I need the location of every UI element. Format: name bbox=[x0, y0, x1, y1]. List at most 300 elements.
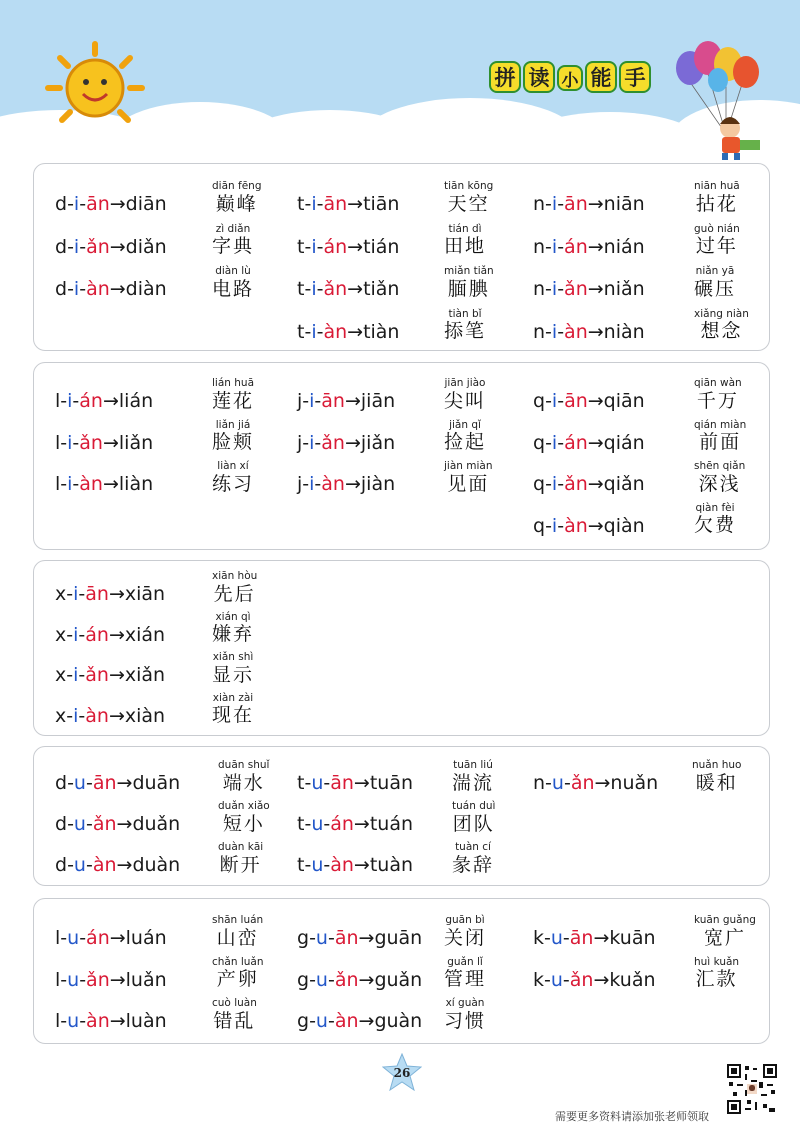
initial-consonant: q bbox=[533, 431, 546, 454]
example-word bbox=[212, 266, 254, 299]
final-vowel: ǎn bbox=[569, 968, 594, 991]
spelling-formula bbox=[297, 195, 399, 214]
example-hanzi: 巅峰 bbox=[215, 192, 258, 215]
result-syllable: duān bbox=[132, 772, 181, 794]
example-pinyin: jiǎn qǐ bbox=[449, 418, 481, 431]
medial-vowel: u bbox=[551, 772, 564, 794]
result-syllable: qiàn bbox=[603, 514, 645, 537]
example-word bbox=[694, 915, 756, 948]
dash-glyph: - bbox=[557, 320, 565, 343]
dash-glyph: - bbox=[323, 813, 331, 835]
arrow-glyph: → bbox=[593, 968, 610, 991]
medial-vowel: u bbox=[73, 772, 86, 794]
dash-glyph: - bbox=[78, 704, 86, 727]
final-vowel: àn bbox=[86, 278, 110, 300]
medial-vowel: u bbox=[315, 927, 328, 949]
initial-consonant: g bbox=[297, 1010, 310, 1032]
example-word bbox=[694, 957, 739, 990]
example-pinyin: niān huā bbox=[694, 180, 740, 192]
final-vowel: ǎn bbox=[321, 431, 345, 454]
example-word bbox=[212, 612, 254, 645]
arrow-glyph: → bbox=[587, 278, 604, 300]
initial-consonant: d bbox=[55, 278, 68, 300]
dash-glyph: - bbox=[79, 968, 87, 991]
example-hanzi: 练习 bbox=[212, 472, 255, 495]
spelling-formula bbox=[55, 392, 153, 411]
spelling-formula bbox=[533, 968, 656, 991]
example-hanzi: 管理 bbox=[444, 968, 487, 990]
initial-consonant: t bbox=[297, 278, 305, 300]
dash-glyph: - bbox=[85, 854, 93, 876]
final-vowel: ān bbox=[569, 927, 594, 949]
result-syllable: kuǎn bbox=[609, 968, 656, 991]
initial-consonant: k bbox=[533, 927, 545, 949]
medial-vowel: u bbox=[73, 854, 86, 876]
dash-glyph: - bbox=[316, 235, 324, 258]
example-word bbox=[444, 957, 486, 990]
example-hanzi: 字典 bbox=[212, 235, 255, 257]
initial-consonant: n bbox=[533, 772, 546, 794]
dash-glyph: - bbox=[557, 514, 565, 537]
medial-vowel: i bbox=[551, 390, 558, 412]
dash-glyph: - bbox=[314, 473, 322, 495]
medial-vowel: i bbox=[551, 193, 558, 215]
dash-glyph: - bbox=[302, 390, 310, 412]
arrow-glyph: → bbox=[587, 514, 604, 537]
initial-consonant: l bbox=[55, 431, 61, 454]
example-hanzi: 暖和 bbox=[695, 771, 738, 794]
initial-consonant: d bbox=[55, 854, 68, 876]
example-pinyin: duǎn xiǎo bbox=[218, 800, 270, 812]
dash-glyph: - bbox=[316, 320, 324, 343]
result-syllable: diǎn bbox=[125, 235, 167, 258]
medial-vowel: i bbox=[73, 278, 80, 300]
dash-glyph: - bbox=[545, 235, 552, 258]
initial-consonant: t bbox=[297, 813, 305, 835]
dash-glyph: - bbox=[545, 514, 552, 537]
result-syllable: guǎn bbox=[374, 968, 423, 991]
initial-consonant: d bbox=[55, 235, 68, 258]
spelling-formula bbox=[297, 431, 396, 454]
example-word bbox=[218, 760, 269, 793]
example-pinyin: guǎn lǐ bbox=[447, 955, 483, 968]
qr-code-icon bbox=[727, 1064, 777, 1114]
final-vowel: àn bbox=[92, 854, 117, 876]
medial-vowel: u bbox=[67, 1010, 80, 1032]
example-word bbox=[694, 420, 746, 453]
initial-consonant: j bbox=[297, 431, 303, 454]
arrow-glyph: → bbox=[109, 235, 126, 258]
final-vowel: án bbox=[86, 927, 110, 949]
medial-vowel: u bbox=[550, 927, 563, 949]
example-word bbox=[212, 652, 254, 685]
example-pinyin: xián qì bbox=[215, 610, 251, 623]
dash-glyph: - bbox=[85, 772, 93, 794]
example-hanzi: 先后 bbox=[213, 582, 256, 605]
dash-glyph: - bbox=[545, 431, 552, 454]
dash-glyph: - bbox=[304, 772, 312, 794]
result-syllable: niàn bbox=[603, 320, 645, 343]
initial-consonant: g bbox=[297, 968, 310, 991]
spelling-formula bbox=[533, 929, 656, 948]
spelling-formula bbox=[297, 774, 413, 793]
example-word bbox=[212, 957, 264, 990]
final-vowel: ān bbox=[92, 772, 117, 794]
initial-consonant: j bbox=[297, 473, 303, 495]
spelling-formula bbox=[55, 968, 167, 991]
medial-vowel: u bbox=[67, 968, 80, 991]
final-vowel: án bbox=[79, 390, 103, 412]
example-hanzi: 田地 bbox=[444, 235, 487, 257]
example-hanzi: 山峦 bbox=[216, 926, 259, 949]
medial-vowel: i bbox=[551, 473, 558, 495]
dash-glyph: - bbox=[304, 193, 312, 215]
dash-glyph: - bbox=[60, 968, 68, 991]
medial-vowel: u bbox=[311, 813, 324, 835]
initial-consonant: j bbox=[297, 390, 303, 412]
example-word bbox=[212, 915, 263, 948]
dash-glyph: - bbox=[327, 927, 335, 949]
initial-consonant: l bbox=[55, 927, 61, 949]
spelling-formula bbox=[533, 514, 645, 537]
final-vowel: ān bbox=[564, 390, 588, 412]
final-vowel: ān bbox=[564, 193, 588, 215]
spelling-formula bbox=[297, 929, 422, 948]
example-pinyin: xiǎng niàn bbox=[694, 307, 749, 320]
dash-glyph: - bbox=[304, 235, 312, 258]
initial-consonant: n bbox=[533, 320, 546, 343]
arrow-glyph: → bbox=[587, 431, 604, 454]
dash-glyph: - bbox=[545, 278, 552, 300]
initial-consonant: d bbox=[55, 813, 68, 835]
example-pinyin: kuān guǎng bbox=[694, 914, 756, 926]
arrow-glyph: → bbox=[344, 473, 361, 495]
final-vowel: ān bbox=[323, 193, 348, 215]
example-word bbox=[212, 420, 254, 453]
spelling-formula bbox=[533, 392, 645, 411]
initial-consonant: x bbox=[55, 704, 67, 727]
spelling-formula bbox=[297, 1012, 422, 1031]
medial-vowel: i bbox=[73, 193, 80, 215]
initial-consonant: g bbox=[297, 927, 310, 949]
medial-vowel: i bbox=[311, 235, 317, 258]
medial-vowel: i bbox=[309, 473, 315, 495]
example-hanzi: 嫌弃 bbox=[212, 623, 255, 645]
dash-glyph: - bbox=[309, 1010, 316, 1032]
example-hanzi: 腼腆 bbox=[447, 277, 490, 300]
dash-glyph: - bbox=[79, 278, 87, 300]
final-vowel: àn bbox=[86, 1010, 110, 1032]
spelling-formula bbox=[533, 475, 645, 494]
initial-consonant: t bbox=[297, 854, 305, 876]
example-pinyin: jiàn miàn bbox=[444, 460, 493, 472]
dash-glyph: - bbox=[557, 473, 565, 495]
example-hanzi: 天空 bbox=[447, 192, 490, 215]
spelling-formula bbox=[55, 774, 180, 793]
dash-glyph: - bbox=[78, 664, 86, 686]
example-pinyin: niǎn yā bbox=[695, 265, 735, 277]
arrow-glyph: → bbox=[109, 927, 126, 949]
example-pinyin: lián huā bbox=[212, 377, 255, 389]
arrow-glyph: → bbox=[587, 390, 604, 412]
example-pinyin: tiān kōng bbox=[444, 180, 494, 192]
result-syllable: jiǎn bbox=[360, 431, 396, 454]
spelling-formula bbox=[55, 1012, 167, 1031]
example-hanzi: 短小 bbox=[222, 812, 265, 835]
spelling-formula bbox=[297, 320, 400, 343]
spelling-formula bbox=[533, 235, 645, 258]
example-pinyin: liǎn jiá bbox=[215, 418, 251, 431]
arrow-glyph: → bbox=[587, 193, 604, 215]
medial-vowel: i bbox=[551, 278, 558, 300]
arrow-glyph: → bbox=[108, 704, 125, 727]
final-vowel: ān bbox=[334, 927, 359, 949]
example-word bbox=[694, 266, 736, 299]
example-pinyin: cuò luàn bbox=[212, 997, 257, 1009]
spelling-formula bbox=[55, 815, 180, 834]
result-syllable: liǎn bbox=[118, 431, 154, 454]
example-pinyin: qián miàn bbox=[694, 418, 747, 431]
final-vowel: ǎn bbox=[85, 664, 109, 686]
example-hanzi: 错乱 bbox=[213, 1009, 256, 1032]
arrow-glyph: → bbox=[344, 431, 361, 454]
medial-vowel: u bbox=[67, 927, 80, 949]
medial-vowel: i bbox=[309, 390, 315, 412]
initial-consonant: x bbox=[55, 583, 67, 605]
final-vowel: àn bbox=[85, 704, 109, 727]
dash-glyph: - bbox=[557, 390, 565, 412]
medial-vowel: i bbox=[67, 390, 73, 412]
arrow-glyph: → bbox=[108, 664, 125, 686]
example-word bbox=[444, 309, 486, 342]
example-pinyin: xiǎn shì bbox=[212, 651, 254, 663]
example-word bbox=[218, 801, 270, 834]
spelling-formula bbox=[55, 666, 165, 685]
example-hanzi: 捡起 bbox=[444, 431, 487, 453]
medial-vowel: u bbox=[315, 968, 328, 991]
initial-consonant: t bbox=[297, 193, 305, 215]
example-pinyin: liàn xí bbox=[217, 460, 249, 472]
initial-consonant: t bbox=[297, 235, 305, 258]
result-syllable: liàn bbox=[118, 473, 154, 495]
arrow-glyph: → bbox=[116, 772, 133, 794]
dash-glyph: - bbox=[67, 193, 74, 215]
spelling-formula bbox=[55, 235, 167, 258]
spelling-formula bbox=[55, 280, 167, 299]
arrow-glyph: → bbox=[347, 320, 364, 343]
arrow-glyph: → bbox=[109, 968, 126, 991]
example-pinyin: diàn lù bbox=[215, 265, 251, 277]
example-hanzi: 欠费 bbox=[694, 514, 737, 536]
final-vowel: án bbox=[323, 235, 348, 258]
example-pinyin: diān fēng bbox=[212, 180, 262, 192]
spelling-formula bbox=[533, 320, 645, 343]
arrow-glyph: → bbox=[109, 278, 126, 300]
dash-glyph: - bbox=[67, 772, 74, 794]
result-syllable: lián bbox=[118, 390, 154, 412]
dash-glyph: - bbox=[302, 473, 310, 495]
dash-glyph: - bbox=[327, 1010, 335, 1032]
dash-glyph: - bbox=[545, 390, 552, 412]
initial-consonant: t bbox=[297, 320, 305, 343]
dash-glyph: - bbox=[67, 235, 74, 258]
dash-glyph: - bbox=[79, 235, 87, 258]
spelling-formula bbox=[297, 392, 395, 411]
example-pinyin: nuǎn huo bbox=[692, 759, 742, 771]
result-syllable: duǎn bbox=[132, 813, 181, 835]
result-syllable: tiàn bbox=[363, 320, 400, 343]
example-hanzi: 现在 bbox=[212, 704, 255, 726]
result-syllable: kuān bbox=[609, 927, 656, 949]
final-vowel: án bbox=[85, 623, 109, 646]
dash-glyph: - bbox=[314, 431, 322, 454]
example-pinyin: duàn kāi bbox=[218, 841, 264, 853]
spelling-formula bbox=[297, 280, 399, 299]
arrow-glyph: → bbox=[116, 813, 133, 835]
result-syllable: nuǎn bbox=[610, 772, 659, 794]
medial-vowel: i bbox=[73, 583, 79, 605]
example-hanzi: 拈花 bbox=[695, 192, 738, 215]
dash-glyph: - bbox=[66, 704, 74, 727]
example-pinyin: huì kuǎn bbox=[694, 955, 740, 968]
spelling-formula bbox=[533, 195, 645, 214]
dash-glyph: - bbox=[67, 813, 74, 835]
dash-glyph: - bbox=[562, 968, 570, 991]
dash-glyph: - bbox=[309, 927, 316, 949]
result-syllable: nián bbox=[603, 235, 645, 258]
arrow-glyph: → bbox=[109, 1010, 126, 1032]
initial-consonant: q bbox=[533, 514, 546, 537]
arrow-glyph: → bbox=[347, 278, 364, 300]
example-pinyin: qiàn fèi bbox=[695, 501, 735, 514]
arrow-glyph: → bbox=[353, 772, 370, 794]
spelling-formula bbox=[297, 968, 423, 991]
example-word bbox=[444, 461, 493, 494]
final-vowel: ǎn bbox=[570, 772, 595, 794]
result-syllable: duàn bbox=[132, 854, 181, 876]
result-syllable: tuán bbox=[369, 813, 414, 835]
initial-consonant: x bbox=[55, 664, 67, 686]
medial-vowel: u bbox=[311, 854, 324, 876]
title-char: 拼 bbox=[489, 61, 521, 93]
initial-consonant: t bbox=[297, 772, 305, 794]
example-hanzi: 电路 bbox=[212, 277, 255, 300]
result-syllable: jiàn bbox=[360, 473, 396, 495]
arrow-glyph: → bbox=[116, 854, 133, 876]
arrow-glyph: → bbox=[358, 1010, 375, 1032]
medial-vowel: i bbox=[551, 235, 558, 258]
final-vowel: ǎn bbox=[86, 968, 110, 991]
title-char: 读 bbox=[523, 61, 555, 93]
final-vowel: ǎn bbox=[564, 278, 588, 300]
result-syllable: luǎn bbox=[125, 968, 167, 991]
spelling-formula bbox=[55, 929, 167, 948]
example-pinyin: guò nián bbox=[694, 222, 740, 235]
final-vowel: ān bbox=[86, 193, 110, 215]
medial-vowel: i bbox=[73, 623, 79, 646]
example-hanzi: 过年 bbox=[695, 235, 738, 257]
result-syllable: jiān bbox=[360, 390, 396, 412]
medial-vowel: u bbox=[73, 813, 86, 835]
sun-icon bbox=[40, 36, 150, 136]
arrow-glyph: → bbox=[353, 813, 370, 835]
dash-glyph: - bbox=[66, 583, 74, 605]
final-vowel: ǎn bbox=[86, 235, 110, 258]
example-pinyin: tuán duì bbox=[452, 800, 496, 812]
dash-glyph: - bbox=[79, 193, 87, 215]
final-vowel: àn bbox=[564, 320, 588, 343]
example-hanzi: 想念 bbox=[700, 320, 743, 342]
dash-glyph: - bbox=[545, 193, 552, 215]
dash-glyph: - bbox=[72, 473, 80, 495]
example-hanzi: 彖辞 bbox=[452, 853, 495, 876]
spelling-formula bbox=[533, 431, 645, 454]
dash-glyph: - bbox=[85, 813, 93, 835]
example-word bbox=[212, 693, 254, 726]
example-hanzi: 习惯 bbox=[444, 1009, 487, 1032]
initial-consonant: x bbox=[55, 623, 67, 646]
example-word bbox=[444, 915, 486, 948]
example-pinyin: xiān hòu bbox=[212, 570, 258, 582]
dash-glyph: - bbox=[60, 927, 68, 949]
dash-glyph: - bbox=[557, 193, 565, 215]
example-word bbox=[452, 842, 494, 875]
arrow-glyph: → bbox=[358, 927, 375, 949]
example-word bbox=[212, 998, 257, 1031]
dash-glyph: - bbox=[60, 431, 68, 454]
result-syllable: luàn bbox=[125, 1010, 167, 1032]
example-hanzi: 深浅 bbox=[698, 472, 741, 495]
result-syllable: qiān bbox=[603, 390, 645, 412]
page-number: 26 bbox=[393, 1066, 411, 1080]
result-syllable: xiān bbox=[124, 583, 166, 605]
dash-glyph: - bbox=[323, 854, 331, 876]
dash-glyph: - bbox=[72, 431, 80, 454]
spelling-formula bbox=[55, 431, 154, 454]
example-hanzi: 尖叫 bbox=[444, 389, 487, 412]
example-pinyin: chǎn luǎn bbox=[212, 955, 264, 968]
example-hanzi: 关闭 bbox=[444, 926, 487, 949]
example-pinyin: xí guàn bbox=[445, 997, 485, 1009]
dash-glyph: - bbox=[562, 927, 570, 949]
example-word bbox=[452, 801, 495, 834]
example-hanzi: 端水 bbox=[222, 771, 265, 794]
example-pinyin: tuàn cí bbox=[455, 841, 491, 853]
dash-glyph: - bbox=[323, 772, 331, 794]
example-pinyin: qiān wàn bbox=[694, 377, 742, 389]
medial-vowel: u bbox=[315, 1010, 328, 1032]
final-vowel: àn bbox=[323, 320, 348, 343]
example-word bbox=[212, 181, 262, 214]
dash-glyph: - bbox=[304, 813, 312, 835]
result-syllable: xiàn bbox=[124, 704, 166, 727]
dash-glyph: - bbox=[304, 854, 312, 876]
medial-vowel: i bbox=[73, 704, 79, 727]
dash-glyph: - bbox=[60, 1010, 68, 1032]
arrow-glyph: → bbox=[347, 193, 364, 215]
medial-vowel: i bbox=[551, 431, 558, 454]
final-vowel: ǎn bbox=[334, 968, 359, 991]
medial-vowel: i bbox=[311, 193, 317, 215]
example-word bbox=[218, 842, 263, 875]
arrow-glyph: → bbox=[353, 854, 370, 876]
example-hanzi: 宽广 bbox=[703, 926, 746, 949]
dash-glyph: - bbox=[79, 927, 87, 949]
dash-glyph: - bbox=[544, 927, 551, 949]
dash-glyph: - bbox=[60, 390, 68, 412]
result-syllable: tuān bbox=[369, 772, 414, 794]
spelling-formula bbox=[55, 195, 167, 214]
